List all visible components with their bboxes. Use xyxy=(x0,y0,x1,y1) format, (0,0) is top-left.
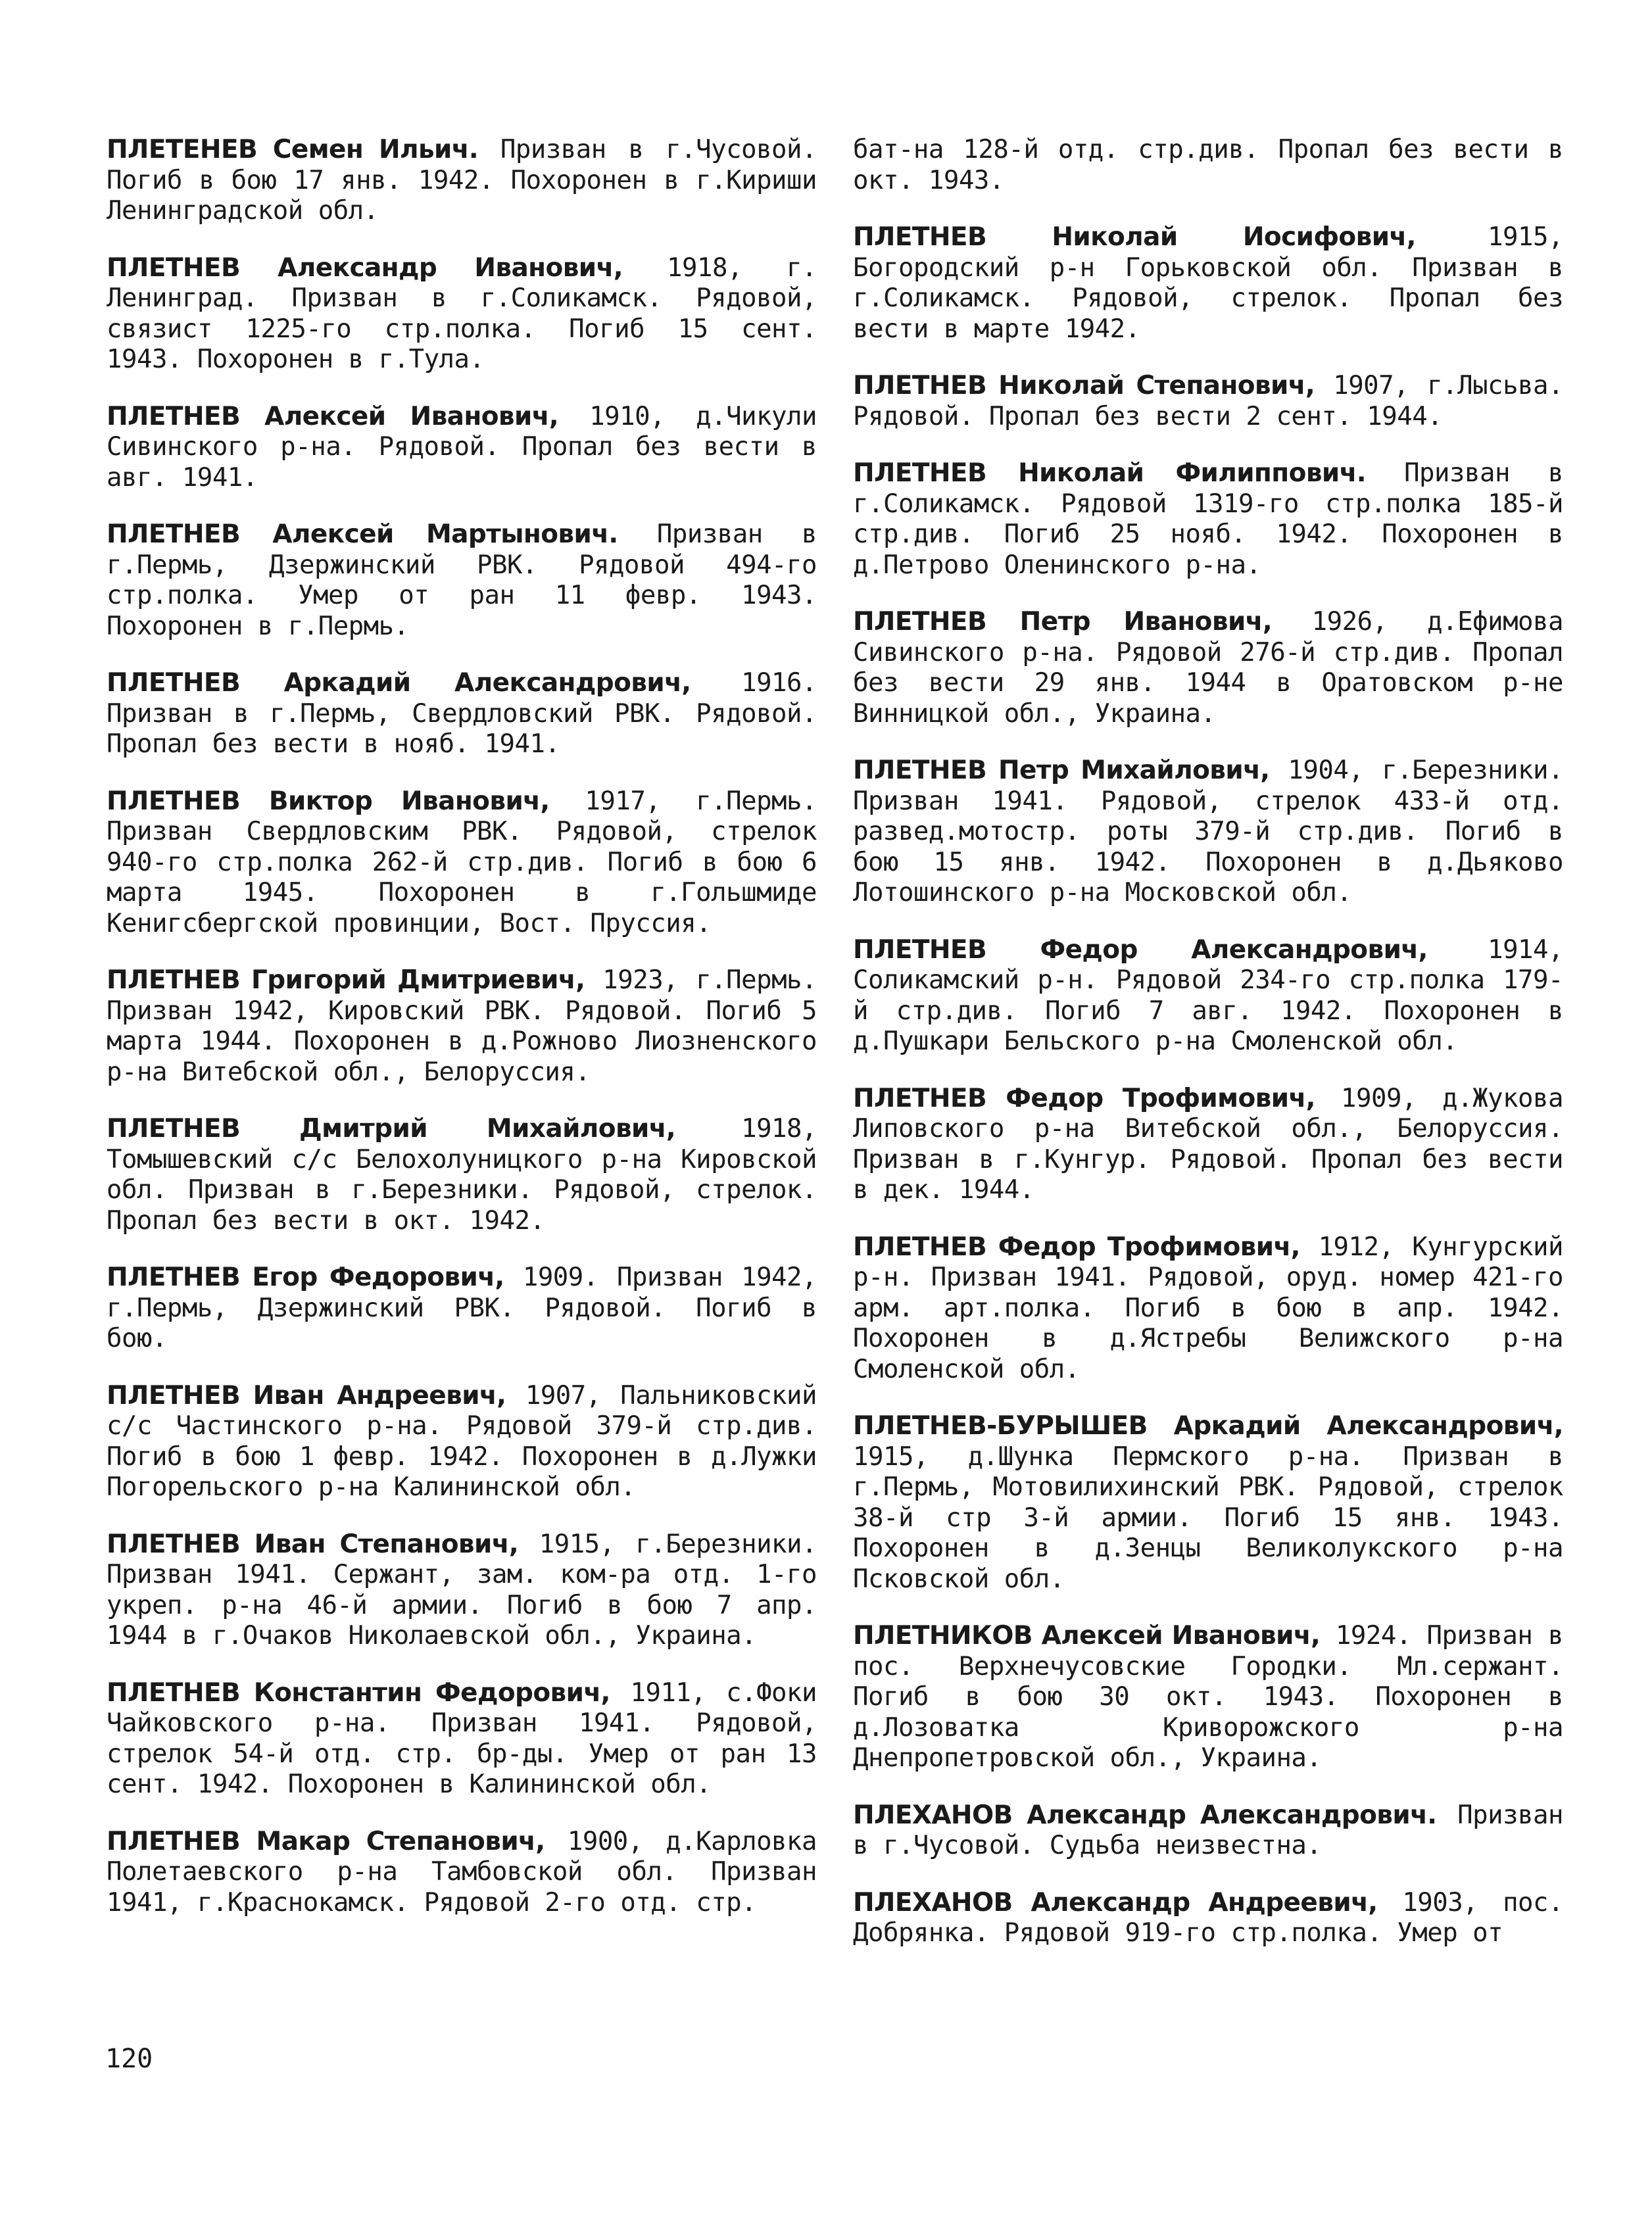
entry-text: 1907, Пальниковский с/с Частинского р-на. Рядовой 379-й стр.див. Погиб в бою 1 февр. 1942. Похоронен в д.Лужки Погорельского р-на Калининской обл. xyxy=(107,1380,817,1502)
entry-name: ПЛЕТНЕВ Иван Андреевич, xyxy=(107,1380,506,1411)
entry-text: 1918, г. Ленинград. Призван в г.Соликамск. Рядовой, связист 1225-го стр.полка. Погиб 15 сент. 1943. Похоронен в г.Тула. xyxy=(107,253,817,374)
entry-text: 1911, с.Фоки Чайковского р-на. Призван 1941. Рядовой, стрелок 54-й отд. стр. бр-ды. Умер от ран 13 сент. 1942. Похоронен в Калининской обл. xyxy=(107,1677,817,1799)
entry-name: ПЛЕТНЕВ Виктор Иванович, xyxy=(107,786,550,816)
entry-name: ПЛЕТНЕВ Николай Степанович, xyxy=(853,371,1315,400)
entry-continuation xyxy=(853,135,1563,196)
entry-name: ПЛЕТНЕВ Алексей Мартынович. xyxy=(107,519,618,549)
entry-name: ПЛЕТНЕВ Николай Иосифович, xyxy=(853,222,1416,252)
entry-pletnev-grigoriy xyxy=(107,965,817,1088)
entry-name: ПЛЕХАНОВ Александр Андреевич, xyxy=(853,1887,1378,1918)
entry-text: Призван в г.Чусовой. Судьба неизвестна. xyxy=(853,1800,1564,1860)
entry-text: 1909, д.Жукова Липовского р-на Витебской обл., Белоруссия. Призван в г.Кунгур. Рядовой. Пропал без вести в дек. 1944. xyxy=(853,1083,1563,1205)
entry-name: ПЛЕТНЕВ Егор Федорович, xyxy=(107,1263,504,1292)
entry-pletnev-ivan-andreevich xyxy=(107,1381,817,1503)
entry-name: ПЛЕТНЕВ-БУРЫШЕВ Аркадий Александрович, xyxy=(853,1411,1563,1441)
entry-pletnev-arkadiy xyxy=(107,668,817,760)
entry-name: ПЛЕТНЕВ Григорий Дмитриевич, xyxy=(107,965,585,995)
entry-pletnev-nikolay-filippovich xyxy=(853,458,1563,581)
entry-text: 1915, Богородский р-н Горьковской обл. Призван в г.Соликамск. Рядовой, стрелок. Пропал без вести в марте 1942. xyxy=(853,222,1563,344)
entry-pletnev-konstantin xyxy=(107,1678,817,1800)
entry-text: 1923, г.Пермь. Призван 1942, Кировский РВК. Рядовой. Погиб 5 марта 1944. Похоронен в д.Рожново Лиозненского р-на Витебской обл., Белоруссия. xyxy=(107,965,817,1087)
entry-name: ПЛЕТНЕВ Дмитрий Михайлович, xyxy=(107,1114,676,1144)
entry-pletnev-fedor-trofimovich-1912 xyxy=(853,1232,1563,1386)
entry-name: ПЛЕТНЕВ Петр Михайлович, xyxy=(853,756,1270,785)
entry-name: ПЛЕТНЕВ Алексей Иванович, xyxy=(107,401,559,431)
entry-text: 1909. Призван 1942, г.Пермь, Дзержинский РВК. Рядовой. Погиб в бою. xyxy=(107,1263,817,1353)
entry-name: ПЛЕТЕНЕВ Семен Ильич. xyxy=(107,135,479,164)
page-number: 120 xyxy=(105,2044,153,2074)
entry-text: 1917, г.Пермь. Призван Свердловским РВК. Рядовой, стрелок 940-го стр.полка 262-й стр.див. Погиб в бою 6 марта 1945. Похоронен в г.Гольшмиде Кенигсбергской провинции, Вост. Пруссия. xyxy=(107,786,817,938)
entry-pletnev-fedor-trofimovich-1909 xyxy=(853,1084,1563,1206)
entry-text: 1915, д.Шунка Пермского р-на. Призван в г.Пермь, Мотовилихинский РВК. Рядовой, стрелок 38-й стр 3-й армии. Погиб 15 янв. 1943. Похоронен в д.Зенцы Великолукского р-на Псковской обл. xyxy=(853,1441,1563,1594)
entry-text: 1926, д.Ефимова Сивинского р-на. Рядовой 276-й стр.див. Пропал без вести 29 янв. 1944 в Оратовском р-не Винницкой обл., Украина. xyxy=(853,607,1563,729)
entry-name: ПЛЕТНЕВ Федор Трофимович, xyxy=(853,1083,1315,1113)
entry-name: ПЛЕТНЕВ Петр Иванович, xyxy=(853,607,1273,637)
right-column xyxy=(853,135,1563,1975)
entry-name: ПЛЕТНЕВ Александр Иванович, xyxy=(107,253,623,283)
entry-name: ПЛЕТНЕВ Константин Федорович, xyxy=(107,1677,610,1708)
entry-pletnev-nikolay-stepanovich xyxy=(853,371,1563,432)
entry-text: Призван в г.Пермь, Дзержинский РВК. Рядовой 494-го стр.полка. Умер от ран 11 февр. 1943. Похоронен в г.Пермь. xyxy=(107,519,817,641)
entry-pletnev-aleksandr xyxy=(107,253,817,375)
entry-pletnev-aleksey-martynovich xyxy=(107,519,817,642)
entry-name: ПЛЕТНЕВ Макар Степанович, xyxy=(107,1826,545,1856)
entry-name: ПЛЕТНИКОВ Алексей Иванович, xyxy=(853,1621,1321,1651)
entry-pletenev-semen xyxy=(107,135,817,227)
entry-pletnev-petr-mikhaylovich xyxy=(853,756,1563,909)
entry-name: ПЛЕТНЕВ Аркадий Александрович, xyxy=(107,668,691,698)
entry-text: 1903, пос. Добрянка. Рядовой 919-го стр.полка. Умер от xyxy=(853,1887,1563,1948)
entry-pletnev-egor xyxy=(107,1263,817,1355)
entry-plekhanov-aleksandr-aleksandrovich xyxy=(853,1800,1563,1862)
entry-text: 1907, г.Лысьва. Рядовой. Пропал без вести 2 сент. 1944. xyxy=(853,371,1563,431)
entry-pletnev-ivan-stepanovich xyxy=(107,1530,817,1652)
entry-pletnev-dmitriy xyxy=(107,1114,817,1236)
entry-pletnev-makar xyxy=(107,1827,817,1919)
entry-text: Призван в г.Чусовой. Погиб в бою 17 янв. 1942. Похоронен в г.Кириши Ленинградской обл. xyxy=(107,135,817,226)
entry-pletnev-nikolay-iosifovich xyxy=(853,222,1563,345)
left-column xyxy=(107,135,817,1944)
entry-text: Призван в г.Соликамск. Рядовой 1319-го стр.полка 185-й стр.див. Погиб 25 нояб. 1942. Похоронен в д.Петрово Оленинского р-на. xyxy=(853,458,1563,580)
entry-pletnev-aleksey-ivanovich xyxy=(107,402,817,494)
entry-text: 1918, Томышевский с/с Белохолуницкого р-на Кировской обл. Призван в г.Березники. Рядовой, стрелок. Пропал без вести в окт. 1942. xyxy=(107,1114,817,1236)
entry-text: 1915, г.Березники. Призван 1941. Сержант, зам. ком-ра отд. 1-го укреп. р-на 46-й армии. Погиб в бою 7 апр. 1944 в г.Очаков Николаевской обл., Украина. xyxy=(107,1529,817,1651)
entry-text: 1914, Соликамский р-н. Рядовой 234-го стр.полка 179-й стр.див. Погиб 7 авг. 1942. Похоронен в д.Пушкари Бельского р-на Смоленской обл. xyxy=(853,934,1563,1056)
entry-pletnev-fedor-aleksandrovich xyxy=(853,935,1563,1057)
entry-pletnev-buryshev xyxy=(853,1411,1563,1595)
entry-pletnev-petr-ivanovich xyxy=(853,607,1563,729)
entry-pletnev-viktor xyxy=(107,786,817,940)
entry-text: 1924. Призван в пос. Верхнечусовские Городки. Мл.сержант. Погиб в бою 30 окт. 1943. Похоронен в д.Лозоватка Криворожского р-на Днепропетровской обл., Украина. xyxy=(853,1621,1563,1773)
entry-text: 1916. Призван в г.Пермь, Свердловский РВК. Рядовой. Пропал без вести в нояб. 1941. xyxy=(107,668,817,759)
entry-text: бат-на 128-й отд. стр.див. Пропал без вести в окт. 1943. xyxy=(853,135,1563,195)
entry-text: 1910, д.Чикули Сивинского р-на. Рядовой. Пропал без вести в авг. 1941. xyxy=(107,401,817,493)
entry-name: ПЛЕТНЕВ Николай Филиппович. xyxy=(853,458,1367,488)
entry-plekhanov-aleksandr-andreevich xyxy=(853,1888,1563,1949)
entry-name: ПЛЕХАНОВ Александр Александрович. xyxy=(853,1800,1437,1830)
entry-text: 1904, г.Березники. Призван 1941. Рядовой, стрелок 433-й отд. развед.мотостр. роты 379-й стр.див. Погиб в бою 15 янв. 1942. Похоронен в д.Дьяково Лотошинского р-на Московской обл. xyxy=(853,756,1564,907)
entry-text: 1912, Кунгурский р-н. Призван 1941. Рядовой, оруд. номер 421-го арм. арт.полка. Погиб в бою в апр. 1942. Похоронен в д.Ястребы Велижского р-на Смоленской обл. xyxy=(853,1232,1563,1384)
entry-text: 1900, д.Карловка Полетаевского р-на Тамбовской обл. Призван 1941, г.Краснокамск. Рядовой 2-го отд. стр. xyxy=(107,1826,817,1918)
entry-name: ПЛЕТНЕВ Федор Александрович, xyxy=(853,934,1428,965)
entry-name: ПЛЕТНЕВ Федор Трофимович, xyxy=(853,1232,1300,1262)
entry-name: ПЛЕТНЕВ Иван Степанович, xyxy=(107,1529,519,1559)
entry-pletnikov-aleksey xyxy=(853,1621,1563,1774)
